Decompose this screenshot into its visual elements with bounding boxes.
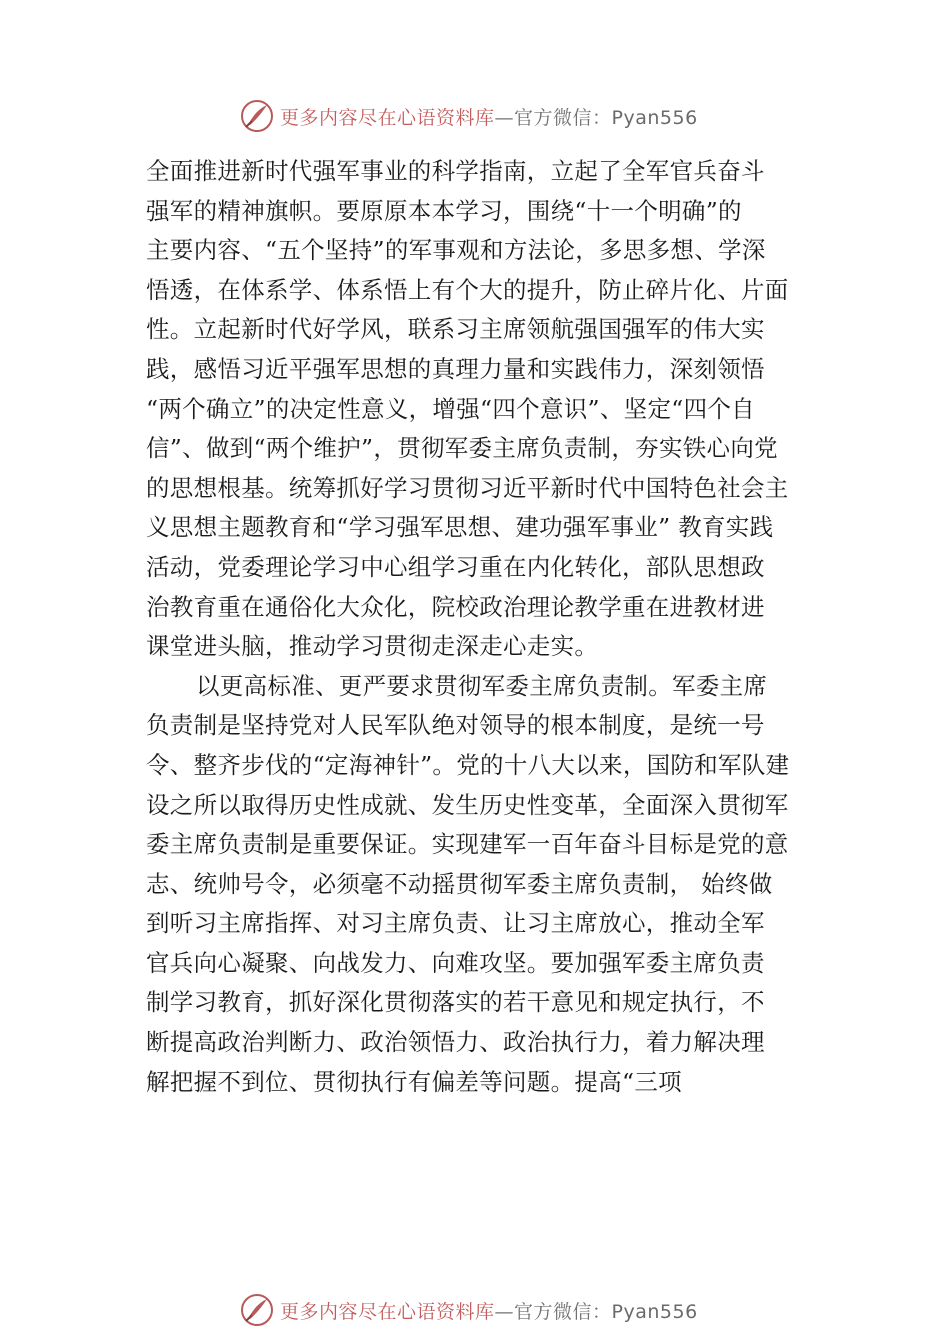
text-line: “两个确立”的决定性意义，增强“四个意识”、坚定“四个自 — [146, 394, 755, 423]
text-line: 的思想根基。统筹抓好学习贯彻习近平新时代中国特色社会主 — [146, 473, 789, 502]
paragraph-start-line: 以更高标准、更严要求贯彻军委主席负责制。军委主席 — [196, 671, 768, 700]
text-line: 悟透，在体系学、体系悟上有个大的提升，防止碎片化、片面 — [146, 275, 789, 304]
text-line: 到听习主席指挥、对习主席负责、让习主席放心，推动全军 — [146, 909, 765, 938]
text-line: 负责制是坚持党对人民军队绝对领导的根本制度，是统一号 — [146, 711, 765, 740]
text-line: 解把握不到位、贯彻执行有偏差等问题。提高“三项 — [146, 1067, 682, 1096]
text-line: 课堂进头脑，推动学习贯彻走深走心走实。 — [146, 632, 599, 661]
text-line: 强军的精神旗帜。要原原本本学习，围绕“十一个明确”的 — [146, 196, 742, 225]
text-line: 委主席负责制是重要保证。实现建军一百年奋斗目标是党的意 — [146, 830, 789, 859]
text-line: 活动，党委理论学习中心组学习重在内化转化，部队思想政 — [146, 552, 765, 581]
watermark-site-text: 更多内容尽在心语资料库 — [280, 1300, 495, 1323]
text-line: 践，感悟习近平强军思想的真理力量和实践伟力，深刻领悟 — [146, 354, 765, 383]
watermark-wechat-label: —官方微信： — [494, 1300, 612, 1323]
text-line: 设之所以取得历史性成就、发生历史性变革，全面深入贯彻军 — [146, 790, 789, 819]
text-line: 治教育重在通俗化大众化，院校政治理论教学重在进教材进 — [146, 592, 765, 621]
watermark-site-text: 更多内容尽在心语资料库 — [280, 106, 495, 129]
text-line: 令、整齐步伐的“定海神针”。党的十八大以来，国防和军队建 — [146, 750, 790, 779]
text-line: 官兵向心凝聚、向战发力、向难攻坚。要加强军委主席负责 — [146, 948, 765, 977]
text-line: 志、统帅号令，必须毫不动摇贯彻军委主席负责制， 始终做 — [146, 869, 773, 898]
watermark-account: Pyan556 — [611, 106, 698, 129]
text-line: 信”、做到“两个维护”，贯彻军委主席负责制，夯实铁心向党 — [146, 434, 778, 463]
text-line: 制学习教育，抓好深化贯彻落实的若干意见和规定执行，不 — [146, 988, 765, 1017]
text-line: 义思想主题教育和“学习强军思想、建功强军事业” 教育实践 — [146, 513, 774, 542]
quill-pen-logo-icon — [240, 99, 274, 133]
watermark-account: Pyan556 — [611, 1300, 698, 1323]
text-line: 断提高政治判断力、政治领悟力、政治执行力，着力解决理 — [146, 1028, 765, 1057]
text-line: 性。立起新时代好学风，联系习主席领航强国强军的伟大实 — [146, 315, 765, 344]
document-body — [146, 152, 826, 1102]
footer-watermark — [240, 1290, 760, 1330]
text-line: 主要内容、“五个坚持”的军事观和方法论，多思多想、学深 — [146, 236, 766, 265]
text-line: 全面推进新时代强军事业的科学指南，立起了全军官兵奋斗 — [146, 157, 765, 185]
header-watermark — [240, 96, 760, 136]
watermark-wechat-label: —官方微信： — [494, 106, 612, 129]
quill-pen-logo-icon — [240, 1293, 274, 1327]
